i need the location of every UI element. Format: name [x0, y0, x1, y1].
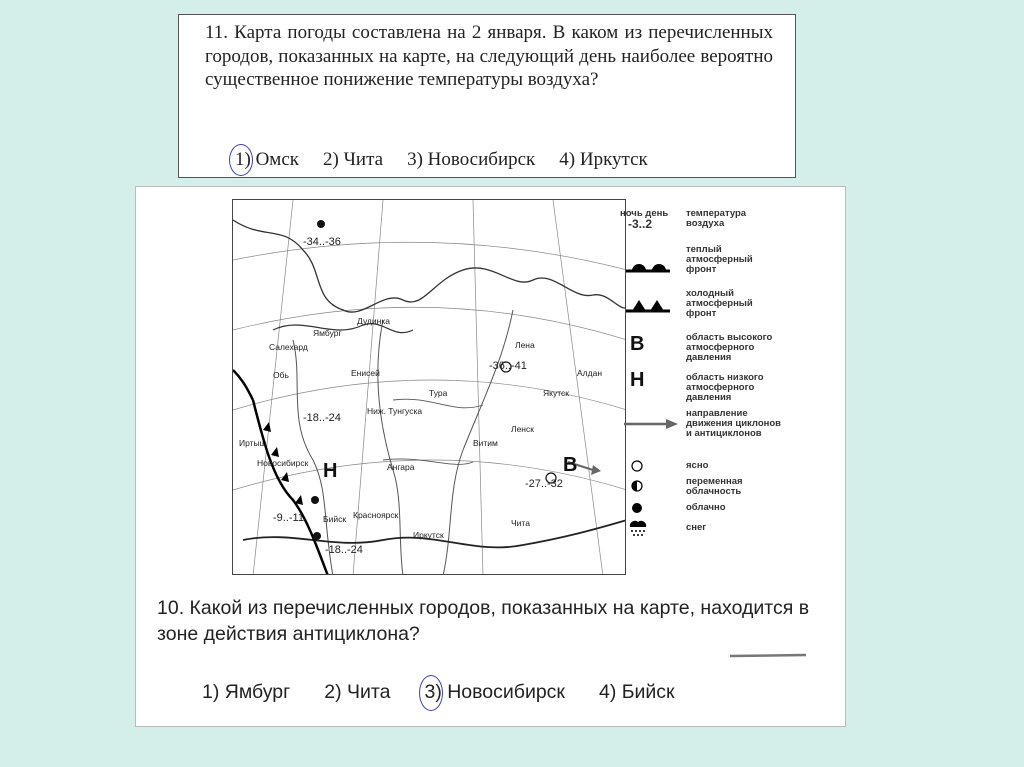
legend-direction: направление движения циклонов и антициклонов [686, 408, 782, 439]
q11-answer-1-label: 1) Омск [235, 149, 299, 170]
map-legend [620, 209, 790, 539]
river-irtysh: Иртыш [239, 438, 267, 448]
city-chita: Чита [511, 518, 530, 528]
legend-cloudy: облачно [686, 502, 726, 513]
legend-clear: ясно [686, 460, 709, 471]
city-lensk: Ленск [511, 424, 534, 434]
q10-answer-3-label: 3) Новосибирск [424, 681, 565, 703]
q10-answer-3[interactable] [424, 681, 565, 704]
city-aldan: Алдан [577, 368, 603, 378]
legend-warm-front: теплый атмосферный фронт [686, 244, 753, 275]
city-biysk: Бийск [323, 514, 347, 524]
temp-southwest: -9..-11 [273, 512, 304, 524]
legend-low-label: область низкого атмосферного давления [686, 372, 764, 403]
temp-east: -27..-32 [525, 478, 563, 490]
city-yakutsk: Якутск [543, 388, 569, 398]
question-11-card [178, 14, 796, 178]
question-11-text: 11. Карта погоды составлена на 2 января. В каком из перечисленных городов, показанных на карте, на следующий день наиболее вероятно существенное понижение температуры воздуха? [205, 22, 773, 90]
temp-north: -34..-36 [303, 236, 341, 248]
q11-answer-4[interactable]: 4) Иркутск [559, 149, 648, 170]
variable-cloud-icon [630, 479, 644, 493]
city-irkutsk: Иркутск [413, 530, 444, 540]
temp-south: -18..-24 [325, 544, 363, 556]
answer-circle-mark [229, 144, 253, 176]
q11-answer-2[interactable]: 2) Чита [323, 149, 384, 170]
answer-circle-mark [419, 675, 443, 711]
city-krasnoyarsk: Красноярск [353, 510, 399, 520]
q10-answer-1[interactable]: 1) Ямбург [202, 681, 291, 703]
river-yenisei: Енисей [351, 368, 380, 378]
cold-front-icon [624, 297, 674, 313]
weather-map [232, 199, 626, 575]
q11-answer-1[interactable] [235, 149, 299, 171]
river-lena: Лена [515, 340, 535, 350]
city-dudinka: Дудинка [357, 316, 390, 326]
temp-west: -18..-24 [303, 412, 341, 424]
snow-icon [626, 517, 650, 539]
city-tura: Тура [429, 388, 448, 398]
city-vitim: Витим [473, 438, 498, 448]
clear-sky-icon [630, 459, 644, 473]
warm-front-icon [624, 257, 674, 273]
city-salekhard: Салехард [269, 342, 308, 352]
temp-yakutia: -36..-41 [489, 360, 527, 372]
legend-sample-temp: -3..2 [628, 217, 653, 231]
city-yamburg: Ямбург [313, 328, 342, 338]
low-pressure-west: Н [323, 460, 338, 482]
legend-snow: снег [686, 522, 707, 533]
pen-stroke-mark [728, 653, 808, 658]
q10-answer-4[interactable]: 4) Бийск [598, 681, 675, 703]
legend-cold-front: холодный атмосферный фронт [686, 288, 753, 319]
question-10-answers [202, 681, 762, 704]
overcast-icon [630, 501, 644, 515]
question-10-card [135, 186, 846, 727]
river-ob: Обь [273, 370, 289, 380]
river-lower-tunguska: Ниж. Тунгуска [367, 406, 423, 416]
river-angara: Ангара [387, 462, 415, 472]
high-pressure-east: В [563, 454, 578, 476]
legend-high-label: область высокого атмосферного давления [686, 332, 773, 363]
legend-variable: переменная облачность [686, 476, 743, 497]
question-11-answers [235, 149, 755, 171]
legend-low-symbol: Н [630, 369, 645, 391]
legend-temp-label: температура воздуха [686, 208, 747, 229]
city-novosibirsk: Новосибирск [257, 458, 309, 468]
direction-arrow-icon [622, 417, 682, 431]
legend-night-day: ночь день [620, 208, 669, 219]
question-10-text: 10. Какой из перечисленных городов, показанных на карте, находится в зоне действия антициклона? [157, 597, 810, 645]
legend-high-symbol: В [630, 333, 645, 355]
q11-answer-3[interactable]: 3) Новосибирск [407, 149, 536, 170]
q10-answer-2[interactable]: 2) Чита [324, 681, 391, 703]
